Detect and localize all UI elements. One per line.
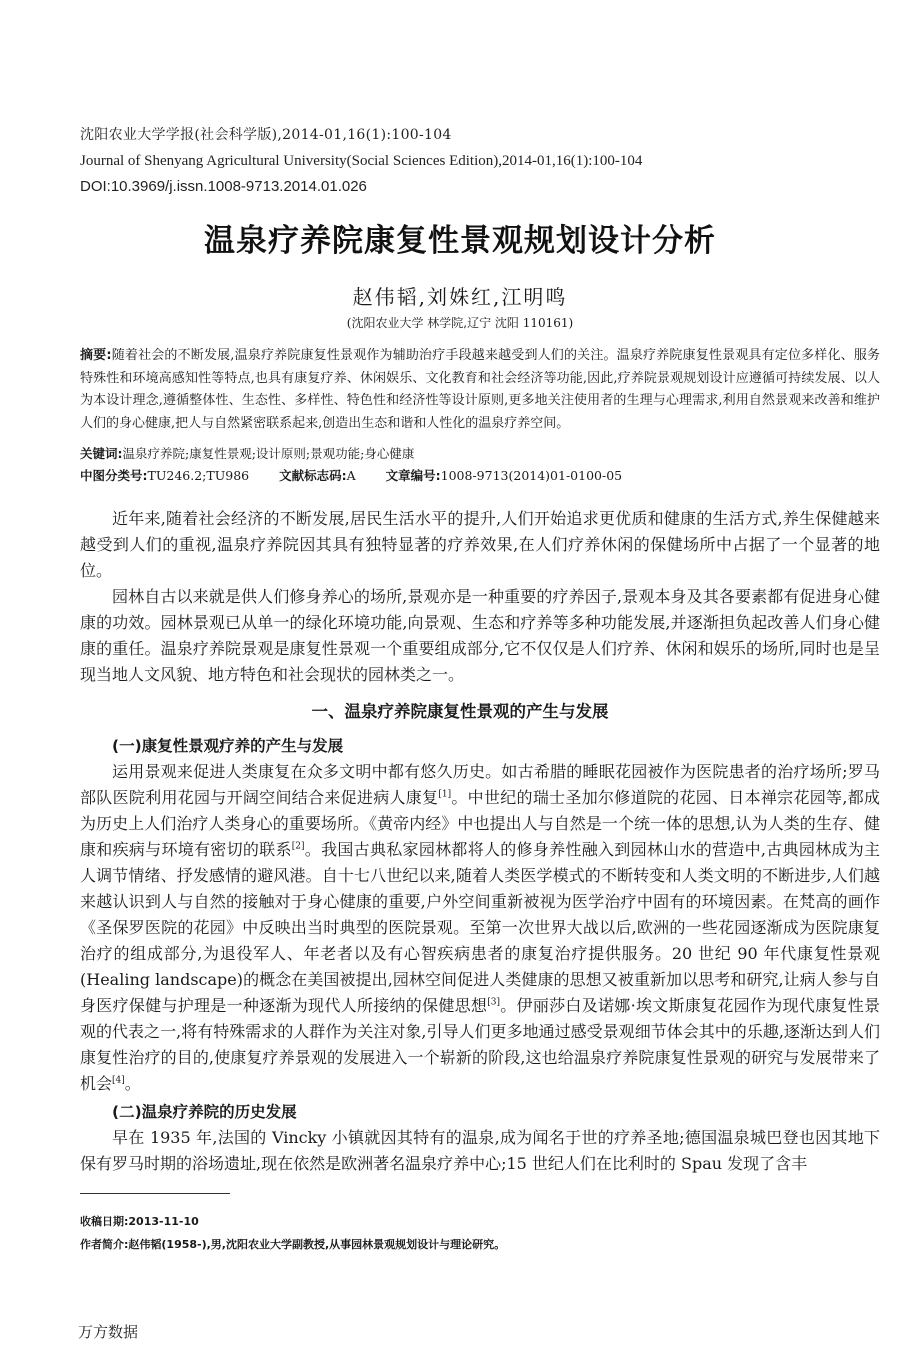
citation-ref: [2] <box>291 841 305 852</box>
abstract-label: 摘要: <box>80 348 112 363</box>
footnote-divider <box>80 1193 230 1194</box>
citation-ref: [4] <box>112 1075 125 1086</box>
author-affiliation: (沈阳农业大学 林学院,辽宁 沈阳 110161) <box>346 316 574 330</box>
author-list: 赵伟韬,刘姝红,江明鸣 <box>352 285 568 309</box>
abstract-text: 随着社会的不断发展,温泉疗养院康复性景观作为辅助治疗手段越来越受到人们的关注。温泉疗养院康复性景观具有定位多样化、服务特殊性和环境高感知性等特点,也具有康复疗养、休闲娱乐、文化教育和社会经济等功能,因此,疗养院景观规划设计应遵循可持续发展、以人为本设计理念,遵循整体性、生态性、多样性、特色性和经济性等设计原则,更多地关注使用者的生理与心理需求,利用自然景观来改善和维护人们的身心健康,把人与自然紧密联系起来,创造出生态和谐和人性化的温泉疗养空间。 <box>80 348 881 431</box>
section-heading-1: 一、温泉疗养院康复性景观的产生与发展 <box>311 702 609 721</box>
subsection-heading-1: (一)康复性景观疗养的产生与发展 <box>112 737 344 755</box>
footnote-author-bio: 作者简介:赵伟韬(1958-),男,沈阳农业大学副教授,从事园林景观规划设计与理论研究。 <box>80 1238 506 1251</box>
subsection-2-paragraph: 早在 1935 年,法国的 Vincky 小镇就因其特有的温泉,成为闻名于世的疗养圣地;德国温泉城巴登也因其地下保有罗马时期的浴场遗址,现在依然是欧洲著名温泉疗养中心;15 世纪人们在比利时的 Spau 发现了含丰 <box>80 1128 880 1173</box>
doi: DOI:10.3969/j.issn.1008-9713.2014.01.026 <box>80 178 367 195</box>
clc-label: 中图分类号: <box>80 468 148 483</box>
subsection-1-paragraph <box>80 759 880 1097</box>
paragraph-text-segment: 。 <box>124 1074 141 1093</box>
document-code-label: 文献标志码: <box>279 468 347 483</box>
paragraph-text-segment: 。中世纪的瑞士圣加尔修道院的花园、日本禅宗花园等,都成为历史上人们治疗人类身心的重要场所。《黄帝内经》中也提出人与自然是一个统一体的思想,认为人类的生存、健康和疾病与环境有密切的联系 <box>80 788 880 859</box>
citation-ref: [1] <box>438 789 452 800</box>
journal-citation-cn: 沈阳农业大学学报(社会科学版),2014-01,16(1):100-104 <box>80 127 452 143</box>
intro-paragraph-2: 园林自古以来就是供人们修身养心的场所,景观亦是一种重要的疗养因子,景观本身及其各要素都有促进身心健康的功效。园林景观已从单一的绿化环境功能,向景观、生态和疗养等多种功能发展,并逐渐担负起改善人们身心健康的重任。温泉疗养院景观是康复性景观一个重要组成部分,它不仅仅是人们疗养、休闲和娱乐的场所,同时也是呈现当地人文风貌、地方特色和社会现状的园林类之一。 <box>80 587 880 684</box>
document-code-value: A <box>346 468 356 483</box>
clc-value: TU246.2;TU986 <box>147 468 250 483</box>
keywords-label: 关键词: <box>80 446 123 461</box>
keywords <box>80 444 880 464</box>
intro-paragraph-1: 近年来,随着社会经济的不断发展,居民生活水平的提升,人们开始追求更优质和健康的生活方式,养生保健越来越受到人们的重视,温泉疗养院因其具有独特显著的疗养效果,在人们疗养休闲的保健场所中占据了一个显著的地位。 <box>80 509 880 580</box>
citation-ref: [3] <box>487 997 500 1008</box>
article-number-label: 文章编号: <box>385 468 441 483</box>
paragraph-text-segment: 运用景观来促进人类康复在众多文明中都有悠久历史。如古希腊的睡眠花园被作为医院患者的治疗场所;罗马部队医院利用花园与开阔空间结合来促进病人康复 <box>80 762 880 807</box>
paragraph-text-segment: 。我国古典私家园林都将人的修身养性融入到园林山水的营造中,古典园林成为主人调节情绪、抒发感情的避风港。自十七八世纪以来,随着人类医学模式的不断转变和人类文明的不断进步,人们越来越认识到人与自然的接触对于身心健康的重要,户外空间重新被视为医学治疗中固有的环境因素。在梵高的画作《圣保罗医院的花园》中反映出当时典型的医院景观。至第一次世界大战以后,欧洲的一些花园逐渐成为医院康复治疗的组成部分,为退役军人、年老者以及有心智疾病患者的康复治疗提供服务。20 世纪 90 年代康复性景观(Healing landscape)的概念在美国被提出,园林空间促进人类健康的思想又被重新加以思考和研究,让病人参与自身医疗保健与护理是一种逐渐为现代人所接纳的保健思想 <box>80 840 880 1015</box>
database-watermark: 万方数据 <box>78 1323 139 1341</box>
subsection-heading-2: (二)温泉疗养院的历史发展 <box>112 1103 297 1121</box>
paragraph-text-segment: 。伊丽莎白及诺娜·埃文斯康复花园作为现代康复性景观的代表之一,将有特殊需求的人群作为关注对象,引导人们更多地通过感受景观细节体会其中的乐趣,逐渐达到人们康复性治疗的目的,使康复疗养景观的发展进入一个崭新的阶段,这也给温泉疗养院康复性景观的研究与发展带来了机会 <box>80 996 880 1093</box>
keywords-text: 温泉疗养院;康复性景观;设计原则;景观功能;身心健康 <box>122 446 415 461</box>
abstract <box>80 345 880 435</box>
journal-citation-en: Journal of Shenyang Agricultural University(Social Sciences Edition),2014-01,16(1):100-104 <box>80 153 643 169</box>
article-number-value: 1008-9713(2014)01-0100-05 <box>440 468 623 483</box>
footnote-received-date: 收稿日期:2013-11-10 <box>80 1215 199 1228</box>
paper-title: 温泉疗养院康复性景观规划设计分析 <box>204 223 716 259</box>
classification-line <box>80 466 880 486</box>
